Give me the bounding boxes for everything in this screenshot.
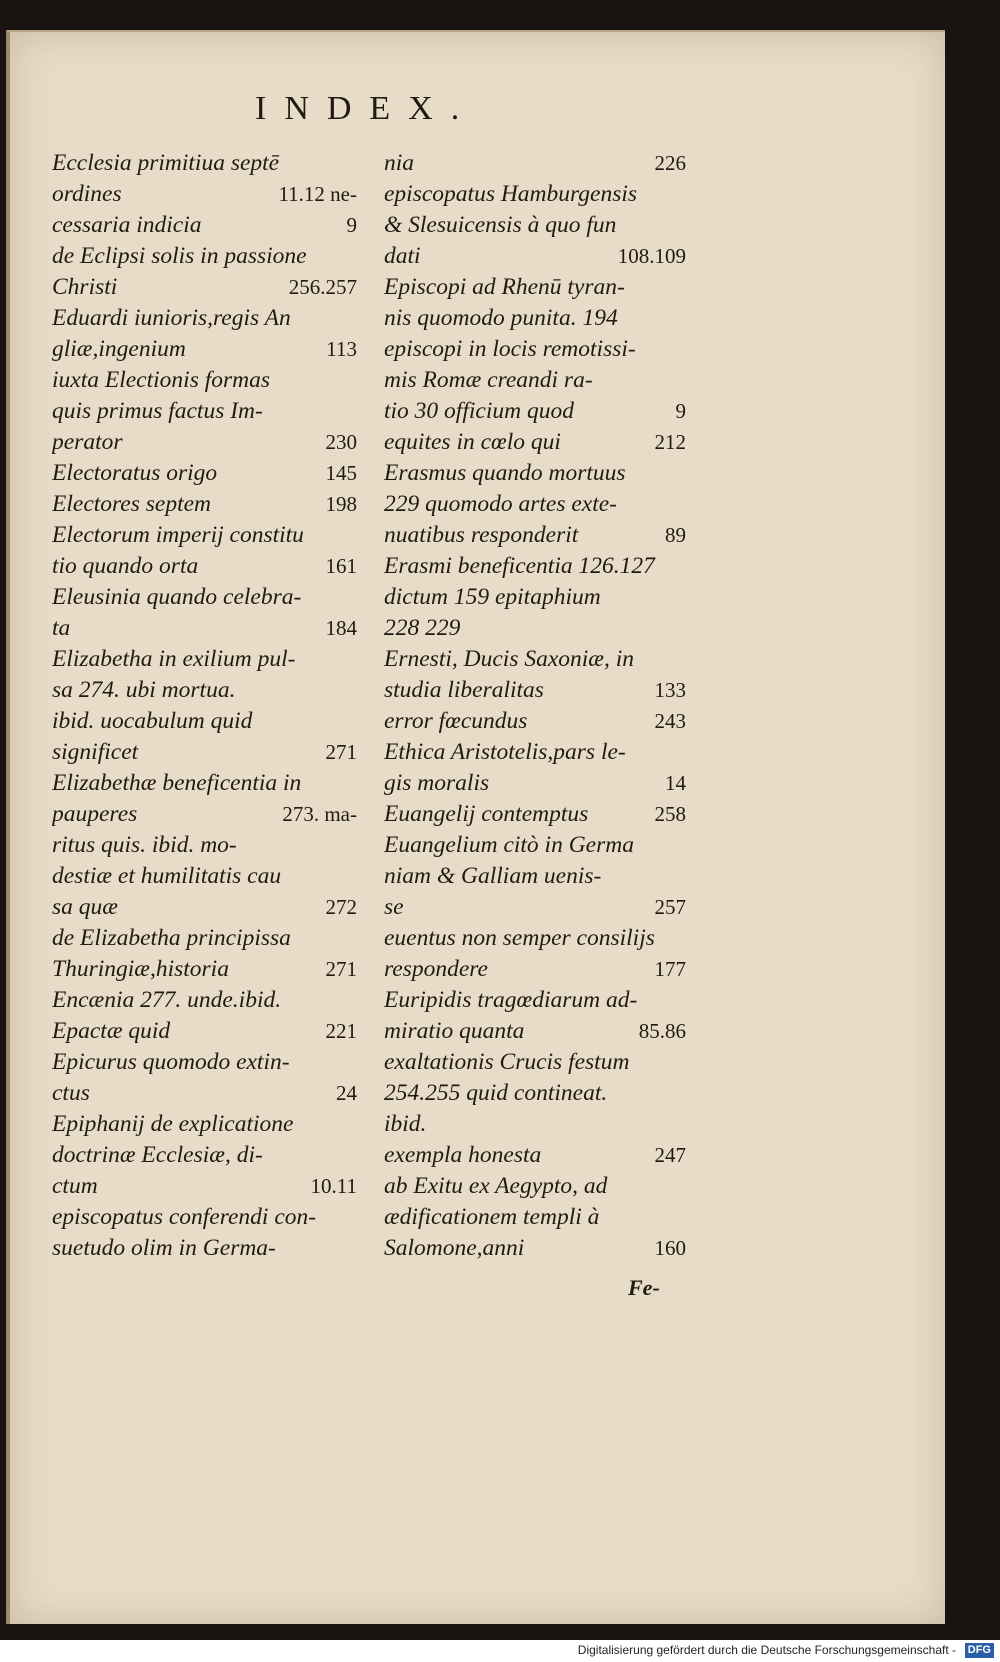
index-text: ordines <box>52 181 122 207</box>
index-page-ref: 9 <box>346 213 357 237</box>
index-page-ref: 247 <box>654 1143 686 1167</box>
index-text: Episcopi ad Rhenū tyran- <box>384 274 625 300</box>
index-page-ref: 243 <box>654 709 686 733</box>
index-line <box>384 148 686 179</box>
index-page-ref: 24 <box>336 1081 357 1105</box>
index-text: error fœcundus <box>384 708 528 734</box>
index-text: Ernesti, Ducis Saxoniæ, in <box>384 646 634 672</box>
index-text: Thuringiæ,historia <box>52 956 229 982</box>
page-title: INDEX. <box>255 90 478 127</box>
index-text: miratio quanta <box>384 1018 525 1044</box>
index-line <box>384 334 686 365</box>
index-text: Epiphanij de explicatione <box>52 1111 294 1137</box>
index-text: niam & Galliam uenis- <box>384 863 602 889</box>
index-text: 229 quomodo artes exte- <box>384 491 617 517</box>
index-line <box>52 1202 357 1233</box>
index-line <box>52 954 357 985</box>
index-line <box>52 427 357 458</box>
index-line <box>384 1078 686 1109</box>
index-line <box>384 551 686 582</box>
index-text: de Eclipsi solis in passione <box>52 243 307 269</box>
index-line <box>52 830 357 861</box>
index-text: ta <box>52 615 71 641</box>
index-line <box>384 272 686 303</box>
index-page-ref: 212 <box>654 430 686 454</box>
index-text: exaltationis Crucis festum <box>384 1049 630 1075</box>
index-page-ref: 271 <box>325 957 357 981</box>
index-line <box>384 706 686 737</box>
index-line <box>384 365 686 396</box>
index-line <box>384 520 686 551</box>
index-text: Erasmi beneficentia 126.127 <box>384 553 655 579</box>
index-page-ref: 161 <box>325 554 357 578</box>
index-line <box>52 148 357 179</box>
index-text: Ethica Aristotelis,pars le- <box>384 739 626 765</box>
index-line <box>384 582 686 613</box>
index-page-ref: 10.11 <box>310 1174 357 1198</box>
catchword: Fe- <box>628 1275 660 1300</box>
index-text: Epactæ quid <box>52 1018 171 1044</box>
index-page-ref: 226 <box>654 151 686 175</box>
index-text: equites in cœlo qui <box>384 429 561 455</box>
index-line <box>52 489 357 520</box>
index-line <box>384 1140 686 1171</box>
index-text: quis primus factus Im- <box>52 398 263 424</box>
index-line <box>384 1171 686 1202</box>
index-line <box>52 210 357 241</box>
index-line <box>384 396 686 427</box>
index-line <box>52 892 357 923</box>
index-line <box>52 1047 357 1078</box>
index-line <box>52 675 357 706</box>
index-line <box>52 272 357 303</box>
index-line <box>52 1078 357 1109</box>
index-line <box>384 1047 686 1078</box>
index-text: tio 30 officium quod <box>384 398 574 424</box>
index-text: & Slesuicensis à quo fun <box>384 212 617 238</box>
index-text: 228 229 <box>384 615 461 641</box>
index-line <box>384 241 686 272</box>
index-text: exempla honesta <box>384 1142 542 1168</box>
index-line <box>384 489 686 520</box>
index-line <box>384 799 686 830</box>
index-page-ref: 11.12 ne- <box>278 182 357 206</box>
index-page-ref: 160 <box>654 1236 686 1260</box>
index-line <box>384 303 686 334</box>
index-text: 254.255 quid contineat. <box>384 1080 608 1106</box>
index-page-ref: 257 <box>654 895 686 919</box>
dfg-logo: DFG <box>965 1643 994 1658</box>
index-line <box>384 985 686 1016</box>
index-page-ref: 177 <box>654 957 686 981</box>
index-text: nuatibus responderit <box>384 522 579 548</box>
index-text: Euangelij contemptus <box>384 801 589 827</box>
index-text: doctrinæ Ecclesiæ, di- <box>52 1142 263 1168</box>
index-page-ref: 221 <box>325 1019 357 1043</box>
index-column-left <box>52 148 357 1264</box>
index-text: sa 274. ubi mortua. <box>52 677 236 703</box>
index-text: episcopatus conferendi con- <box>52 1204 317 1230</box>
index-line <box>384 458 686 489</box>
index-text: iuxta Electionis formas <box>52 367 271 393</box>
index-text: ibid. uocabulum quid <box>52 708 253 734</box>
index-text: Eleusinia quando celebra- <box>52 584 302 610</box>
index-line <box>52 365 357 396</box>
index-text: Electoratus origo <box>52 460 218 486</box>
index-page-ref: 145 <box>325 461 357 485</box>
index-line <box>52 1233 357 1264</box>
index-line <box>384 1016 686 1047</box>
index-line <box>52 396 357 427</box>
index-text: Euangelium citò in Germa <box>384 832 634 858</box>
index-line <box>384 644 686 675</box>
index-line <box>52 706 357 737</box>
index-page-ref: 133 <box>654 678 686 702</box>
index-page-ref: 230 <box>325 430 357 454</box>
index-line <box>52 644 357 675</box>
index-text: episcopi in locis remotissi- <box>384 336 636 362</box>
index-page-ref: 272 <box>325 895 357 919</box>
index-page-ref: 271 <box>325 740 357 764</box>
index-text: Euripidis tragœdiarum ad- <box>384 987 638 1013</box>
index-page-ref: 258 <box>654 802 686 826</box>
index-text: nia <box>384 150 415 176</box>
index-page-ref: 256.257 <box>288 275 357 299</box>
index-text: cessaria indicia <box>52 212 202 238</box>
index-text: ctum <box>52 1173 98 1199</box>
index-text: Christi <box>52 274 118 300</box>
index-line <box>52 1140 357 1171</box>
index-text: ab Exitu ex Aegypto, ad <box>384 1173 608 1199</box>
index-column-right <box>384 148 686 1264</box>
index-line <box>384 923 686 954</box>
index-text: ædificationem templi à <box>384 1204 600 1230</box>
index-text: Encænia 277. unde.ibid. <box>52 987 282 1013</box>
index-line <box>384 210 686 241</box>
index-text: ibid. <box>384 1111 427 1137</box>
index-line <box>384 954 686 985</box>
index-text: se <box>384 894 404 920</box>
index-line <box>384 1233 686 1264</box>
index-line <box>52 799 357 830</box>
index-page-ref: 9 <box>675 399 686 423</box>
index-text: mis Romæ creandi ra- <box>384 367 593 393</box>
index-line <box>52 923 357 954</box>
index-text: ctus <box>52 1080 90 1106</box>
index-page-ref: 85.86 <box>638 1019 686 1043</box>
index-text: ritus quis. ibid. mo- <box>52 832 237 858</box>
index-line <box>384 179 686 210</box>
index-page-ref: 113 <box>326 337 357 361</box>
index-text: gliæ,ingenium <box>52 336 186 362</box>
funding-notice: Digitalisierung gefördert durch die Deutsche Forschungsgemeinschaft - <box>577 1643 956 1657</box>
index-text: Eduardi iunioris,regis An <box>52 305 291 331</box>
index-line <box>52 551 357 582</box>
index-text: suetudo olim in Germa- <box>52 1235 276 1261</box>
index-text: nis quomodo punita. 194 <box>384 305 618 331</box>
index-line <box>52 1016 357 1047</box>
index-line <box>52 179 357 210</box>
index-line <box>384 830 686 861</box>
index-page-ref: 108.109 <box>617 244 686 268</box>
index-text: euentus non semper consilijs <box>384 925 655 951</box>
index-line <box>384 892 686 923</box>
index-line <box>52 303 357 334</box>
index-text: de Elizabetha principissa <box>52 925 291 951</box>
index-text: Electorum imperij constitu <box>52 522 304 548</box>
index-text: perator <box>52 429 123 455</box>
index-line <box>52 985 357 1016</box>
index-text: dati <box>384 243 421 269</box>
index-text: significet <box>52 739 139 765</box>
index-line <box>384 675 686 706</box>
index-text: Erasmus quando mortuus <box>384 460 626 486</box>
index-line <box>52 334 357 365</box>
index-line <box>52 1109 357 1140</box>
index-line <box>52 520 357 551</box>
index-line <box>384 737 686 768</box>
index-page-ref: 89 <box>665 523 686 547</box>
index-page-ref: 273. ma- <box>282 802 357 826</box>
index-line <box>384 427 686 458</box>
index-line <box>52 613 357 644</box>
index-text: Elizabethæ beneficentia in <box>52 770 302 796</box>
index-line <box>384 768 686 799</box>
index-page-ref: 14 <box>665 771 686 795</box>
index-text: studia liberalitas <box>384 677 544 703</box>
index-line <box>52 1171 357 1202</box>
index-line <box>52 768 357 799</box>
index-text: pauperes <box>52 801 138 827</box>
index-text: tio quando orta <box>52 553 199 579</box>
index-line <box>52 737 357 768</box>
index-line <box>52 241 357 272</box>
index-line <box>52 861 357 892</box>
index-line <box>52 458 357 489</box>
index-text: Epicurus quomodo extin- <box>52 1049 290 1075</box>
index-line <box>384 613 686 644</box>
index-text: respondere <box>384 956 488 982</box>
index-text: sa quæ <box>52 894 118 920</box>
index-line <box>384 1109 686 1140</box>
index-text: episcopatus Hamburgensis <box>384 181 638 207</box>
index-line <box>384 861 686 892</box>
index-page-ref: 184 <box>325 616 357 640</box>
index-text: Salomone,anni <box>384 1235 525 1261</box>
index-text: gis moralis <box>384 770 490 796</box>
index-line <box>52 582 357 613</box>
index-text: destiæ et humilitatis cau <box>52 863 282 889</box>
index-text: Electores septem <box>52 491 212 517</box>
index-text: dictum 159 epitaphium <box>384 584 601 610</box>
index-text: Ecclesia primitiua septē <box>52 150 280 176</box>
index-text: Elizabetha in exilium pul- <box>52 646 296 672</box>
index-line <box>384 1202 686 1233</box>
index-page-ref: 198 <box>325 492 357 516</box>
